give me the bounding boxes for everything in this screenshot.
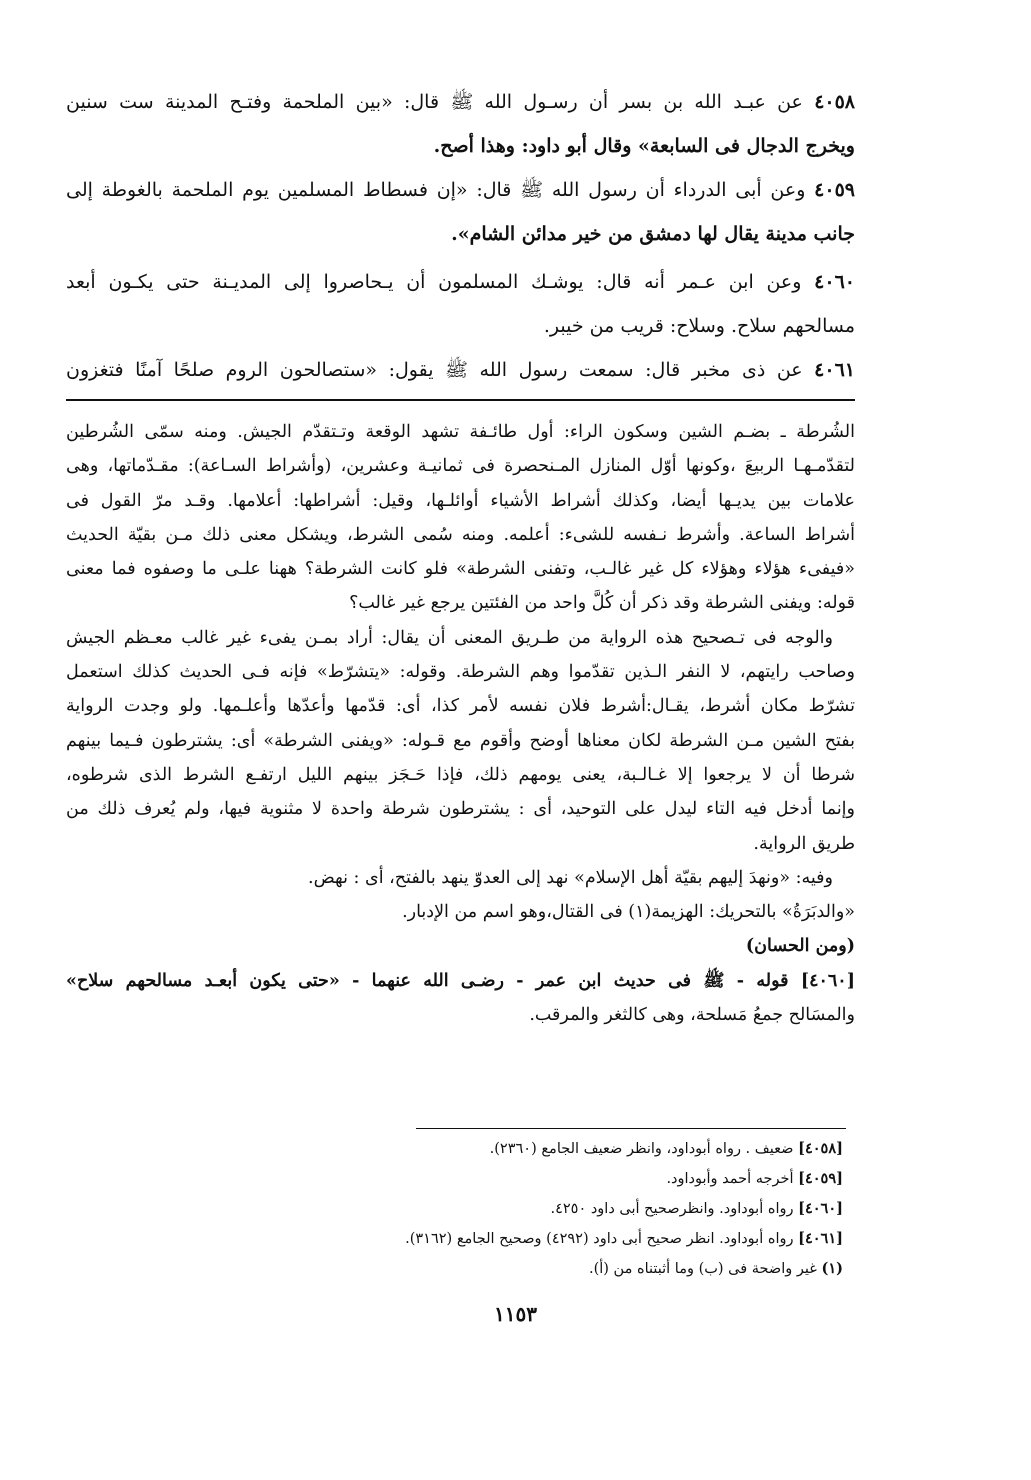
commentary xyxy=(66,415,855,1032)
hadith-text-line: وعن أبى الدرداء أن رسول الله ﷺ قال: «إن فسطاط المسلمين يوم الملحمة بالغوطة إلى xyxy=(66,179,806,201)
commentary-line: شرطا أن لا يرجعوا إلا غـالـبة، يعنى يومهم ذلك، فإذا حَـجَز بينهم الليل ارتفـع الشرط الذى شرطوه، xyxy=(66,764,855,785)
hadith-number: ٤٠٦١ xyxy=(814,359,855,381)
commentary-line: [٤٠٦٠] قوله - ﷺ فى حديث ابن عمر - رضـى الله عنهما - «حتى يكون أبعـد مسالحهم سلاح» xyxy=(66,970,855,991)
commentary-line: وفيه: «ونهدَ إليهم بقيّة أهل الإسلام» نهد إلى العدوّ ينهد بالفتح، أى : نهض. xyxy=(308,867,833,888)
hadith-4059 xyxy=(66,168,855,256)
commentary-line: تشرّط مكان أشرط، يقـال:أشرط فلان نفسه لأمر كذا، أى: قدّمها وأعدّها وأعلـمها. ولو وجدت الرواية xyxy=(66,696,855,717)
hadith-4060 xyxy=(66,260,855,348)
section-divider xyxy=(66,399,855,401)
commentary-line: طريق الرواية. xyxy=(753,833,855,854)
commentary-line: والمسَالح جمعُ مَسلحة، وهى كالثغر والمرقب. xyxy=(529,1005,855,1026)
page-number: ١١٥٣ xyxy=(494,1302,537,1326)
commentary-line: قوله: ويفنى الشرطة وقد ذكر أن كُلَّ واحد من الفئتين يرجع غير غالب؟ xyxy=(349,593,855,614)
hadith-number: ٤٠٥٨ xyxy=(814,91,855,113)
commentary-line: «والدبَرَةُ» بالتحريك: الهزيمة(١) فى القتال،وهو اسم من الإدبار. xyxy=(402,902,855,923)
hadith-number: ٤٠٥٩ xyxy=(814,179,855,201)
hadith-4061 xyxy=(66,348,855,392)
commentary-line: وصاحب رايتهم، لا النفر الـذين تقدّموا وهم الشرطة. وقوله: «يتشرّط» فإنه فـى الحديث كذلك استعمل xyxy=(66,662,855,683)
hadith-text-line: عن ذى مخبر قال: سمعت رسول الله ﷺ يقول: «ستصالحون الروم صلحًا آمنًا فتغزون xyxy=(66,359,803,381)
hadith-text-line: جانب مدينة يقال لها دمشق من خير مدائن الشام». xyxy=(451,223,855,245)
footnote: (١) غير واضحة فى (ب) وما أثبتناه من (أ). xyxy=(589,1260,843,1277)
footnote: [٤٠٦١] رواه أبوداود. انظر صحيح أبى داود (٤٢٩٢) وصحيح الجامع (٣١٦٢). xyxy=(405,1230,843,1247)
hadith-4058 xyxy=(66,80,855,168)
footnote-divider xyxy=(416,1128,846,1129)
commentary-line: الشُرطة ـ بضـم الشين وسكون الراء: أول طائـفة تشهد الوقعة وتـتقدّم الجيش. ومنه سمّى الشُرطين xyxy=(66,422,855,442)
hadith-text-line: وعن ابن عـمر أنه قال: يوشـك المسلمون أن يـحاصروا إلى المديـنة حتى يكـون أبعد xyxy=(66,271,802,293)
commentary-line: والوجه فى تـصحيح هذه الرواية من طـريق المعنى أن يقال: أراد بمـن يفىء غير غالب معـظم الجيش xyxy=(66,627,833,648)
commentary-line: «فيفىء هؤلاء وهؤلاء كل غير غالـب، وتفنى الشرطة» فلو كانت الشرطة؟ ههنا علـى ما وصفوه فما معنى xyxy=(66,559,855,580)
footnote: [٤٠٥٩] أخرجه أحمد وأبوداود. xyxy=(666,1170,843,1187)
hadith-number: ٤٠٦٠ xyxy=(814,271,855,293)
commentary-line: لتقدّمـهـا الربيعَ ،وكونها أوّل المنازل المـنحصرة فى ثمانيـة وعشرين، (وأشراط السـاعة): مقـدّماتها، وهى xyxy=(66,456,855,477)
footnote: [٤٠٥٨] ضعيف . رواه أبوداود، وانظر ضعيف الجامع (٢٣٦٠). xyxy=(489,1140,843,1157)
hadith-text-line: ويخرج الدجال فى السابعة» وقال أبو داود: وهذا أصح. xyxy=(433,135,855,157)
hadith-text-line: مسالحهم سلاح. وسلاح: قريب من خيبر. xyxy=(543,315,855,337)
commentary-line: علامات بين يديـها أيضا، وكذلك أشراط الأشياء أوائلـها، وقيل: أشراطها: أعلامها. وقـد مرّ القول فى xyxy=(66,490,855,511)
hadith-text-line: عن عبـد الله بن بسر أن رسـول الله ﷺ قال: «بين الملحمة وفتـح المدينة ست سنين xyxy=(66,91,803,113)
commentary-line: أشراط الساعة. وأشرط نـفسه للشىء: أعلمه. ومنه سُمى الشرط، ويشكل معنى ذلك مـن بقيّة الحديث xyxy=(66,524,855,545)
commentary-line: بفتح الشين مـن الشرطة لكان معناها أوضح وأقوم مع قـوله: «ويفنى الشرطة» أى: يشترطون فـيما بينهم xyxy=(66,730,855,751)
section-heading: (ومن الحسان) xyxy=(745,936,855,957)
footnote: [٤٠٦٠] رواه أبوداود. وانظرصحيح أبى داود ٤٢٥٠. xyxy=(550,1200,843,1217)
commentary-line: وإنما أدخل فيه التاء ليدل على التوحيد، أى : يشترطون شرطة واحدة لا مثنوية فيها، ولم يُعرف ذلك من xyxy=(66,799,855,820)
